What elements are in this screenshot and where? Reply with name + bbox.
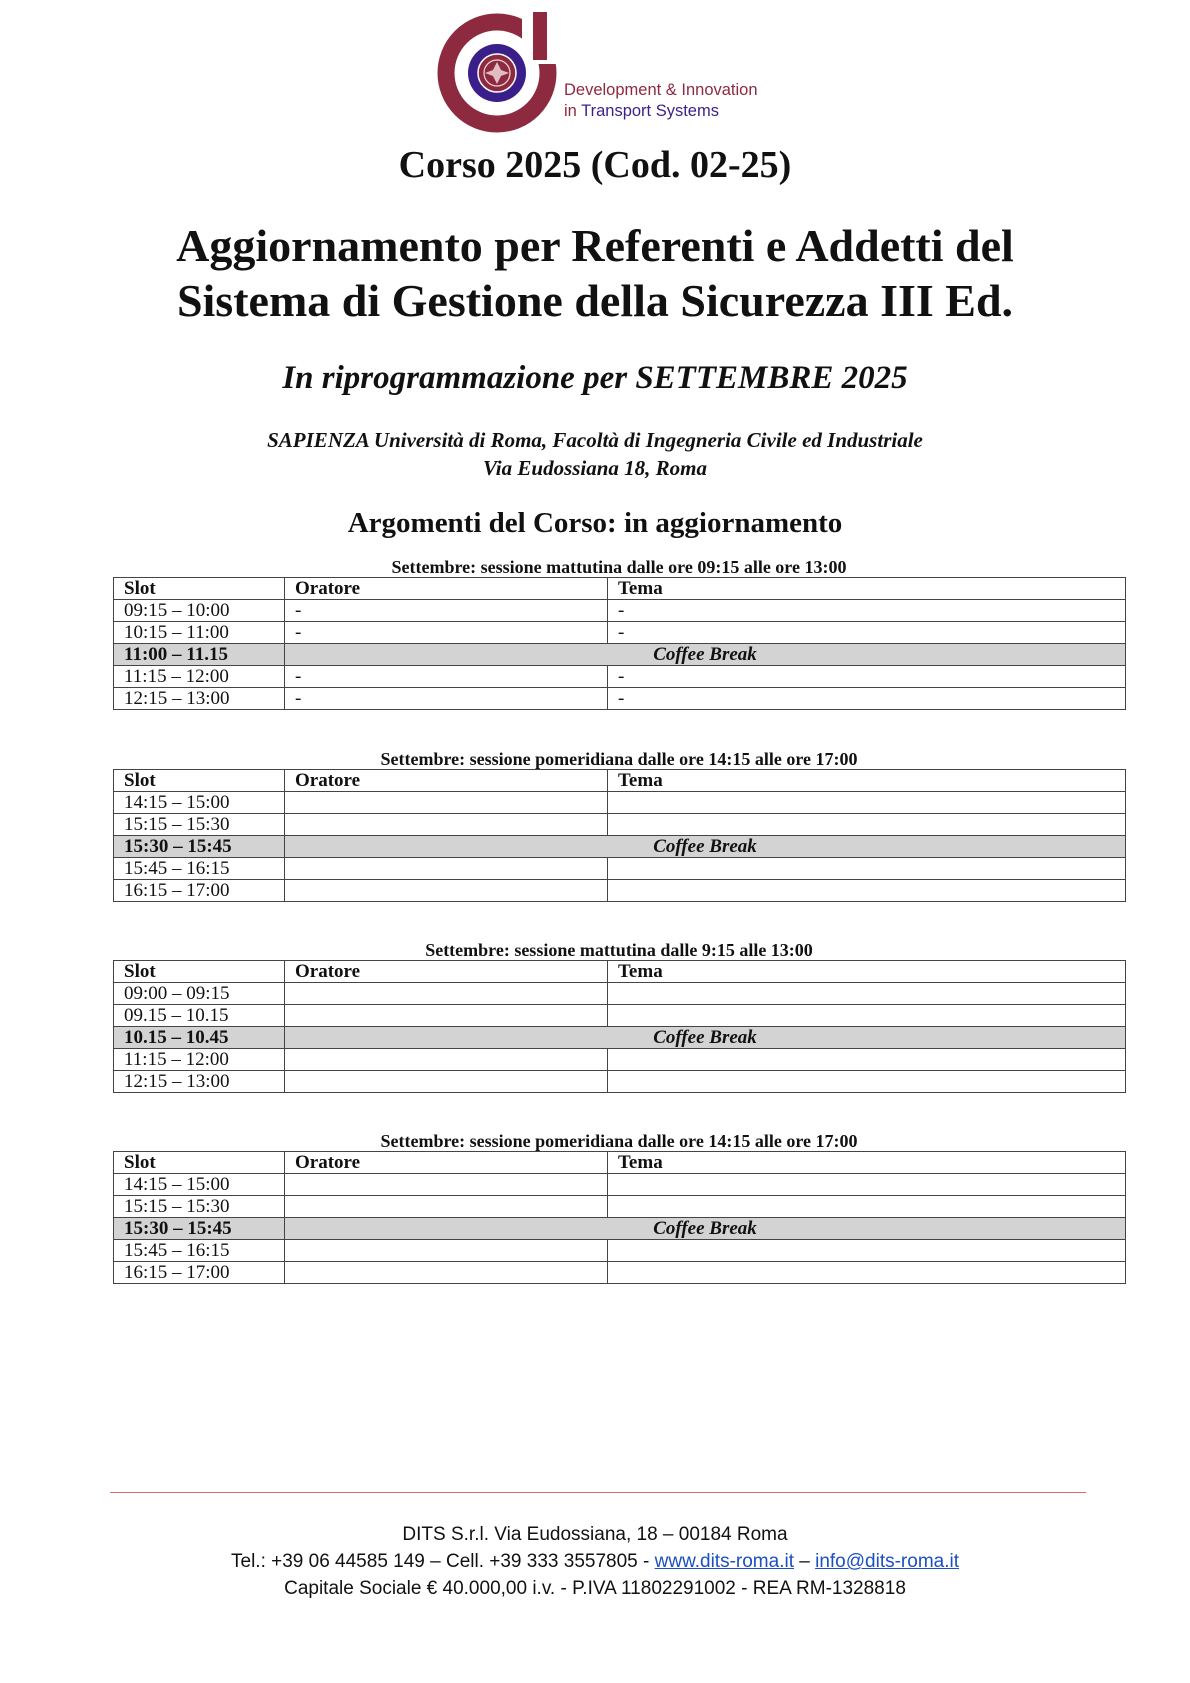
topic-cell — [608, 1262, 1126, 1284]
speaker-cell: - — [285, 622, 608, 644]
coffee-break-label: Coffee Break — [285, 644, 1126, 666]
schedule-table — [113, 577, 1126, 710]
footer-address: DITS S.r.l. Via Eudossiana, 18 – 00184 Roma — [402, 1524, 788, 1545]
session-3 — [113, 940, 1125, 1093]
coffee-break-label: Coffee Break — [285, 1218, 1126, 1240]
speaker-cell — [285, 983, 608, 1005]
table-row — [114, 880, 1126, 902]
reschedule-notice: In riprogrammazione per SETTEMBRE 2025 — [282, 360, 908, 396]
speaker-cell: - — [285, 600, 608, 622]
topic-cell — [608, 792, 1126, 814]
brand-name — [564, 80, 758, 122]
slot-cell: 09.15 – 10.15 — [114, 1005, 285, 1027]
topic-cell: - — [608, 622, 1126, 644]
column-header-topic: Tema — [608, 770, 1126, 792]
footer-divider — [110, 1492, 1086, 1493]
slot-cell: 09:15 – 10:00 — [114, 600, 285, 622]
table-row — [114, 814, 1126, 836]
table-row — [114, 858, 1126, 880]
table-row — [114, 666, 1126, 688]
session-caption: Settembre: sessione pomeridiana dalle ore 14:15 alle ore 17:00 — [380, 1131, 858, 1151]
footer-phone: Tel.: +39 06 44585 149 – Cell. +39 333 3557805 - — [231, 1551, 655, 1572]
brand-line-2 — [564, 101, 758, 122]
column-header-topic: Tema — [608, 1152, 1126, 1174]
column-header-speaker: Oratore — [285, 1152, 608, 1174]
column-header-slot: Slot — [114, 1152, 285, 1174]
brand-line-2-rest: Transport Systems — [581, 102, 719, 120]
table-row — [114, 983, 1126, 1005]
slot-cell: 16:15 – 17:00 — [114, 880, 285, 902]
coffee-break-row — [114, 1027, 1126, 1049]
session-caption: Settembre: sessione mattutina dalle ore 09:15 alle ore 13:00 — [391, 557, 847, 577]
table-row — [114, 1049, 1126, 1071]
topic-cell — [608, 880, 1126, 902]
slot-cell: 15:15 – 15:30 — [114, 814, 285, 836]
topic-cell — [608, 1196, 1126, 1218]
column-header-slot: Slot — [114, 961, 285, 983]
topic-cell: - — [608, 688, 1126, 710]
slot-cell: 10.15 – 10.45 — [114, 1027, 285, 1049]
email-link[interactable]: info@dits-roma.it — [815, 1551, 959, 1572]
table-row — [114, 600, 1126, 622]
slot-cell: 15:45 – 16:15 — [114, 1240, 285, 1262]
speaker-cell — [285, 1262, 608, 1284]
speaker-cell — [285, 880, 608, 902]
topic-cell — [608, 814, 1126, 836]
speaker-cell — [285, 1071, 608, 1093]
slot-cell: 09:00 – 09:15 — [114, 983, 285, 1005]
column-header-slot: Slot — [114, 770, 285, 792]
table-row — [114, 1071, 1126, 1093]
table-row — [114, 688, 1126, 710]
topic-cell — [608, 1049, 1126, 1071]
page-title — [0, 218, 1190, 328]
slot-cell: 15:30 – 15:45 — [114, 836, 285, 858]
speaker-cell — [285, 1049, 608, 1071]
speaker-cell — [285, 1174, 608, 1196]
speaker-cell — [285, 1005, 608, 1027]
speaker-cell: - — [285, 666, 608, 688]
footer — [0, 1521, 1190, 1602]
session-4 — [113, 1131, 1125, 1284]
brand-line-1: Development & Innovation — [564, 81, 758, 99]
column-header-speaker: Oratore — [285, 770, 608, 792]
page-title-line-2: Sistema di Gestione della Sicurezza III Ed. — [176, 275, 1014, 326]
topic-cell — [608, 1005, 1126, 1027]
venue-line-1: SAPIENZA Università di Roma, Facoltà di Ingegneria Civile ed Industriale — [267, 428, 923, 452]
session-caption: Settembre: sessione pomeridiana dalle ore 14:15 alle ore 17:00 — [380, 749, 858, 769]
footer-contacts — [0, 1548, 1190, 1575]
column-header-speaker: Oratore — [285, 578, 608, 600]
slot-cell: 14:15 – 15:00 — [114, 1174, 285, 1196]
topic-cell: - — [608, 600, 1126, 622]
speaker-cell — [285, 814, 608, 836]
table-row — [114, 1262, 1126, 1284]
table-header-row — [114, 961, 1126, 983]
session-2 — [113, 749, 1125, 902]
coffee-break-label: Coffee Break — [285, 1027, 1126, 1049]
slot-cell: 16:15 – 17:00 — [114, 1262, 285, 1284]
slot-cell: 15:45 – 16:15 — [114, 858, 285, 880]
table-row — [114, 1196, 1126, 1218]
topic-cell — [608, 1240, 1126, 1262]
coffee-break-row — [114, 644, 1126, 666]
website-link[interactable]: www.dits-roma.it — [654, 1551, 794, 1572]
table-row — [114, 622, 1126, 644]
slot-cell: 12:15 – 13:00 — [114, 1071, 285, 1093]
slot-cell: 10:15 – 11:00 — [114, 622, 285, 644]
speaker-cell: - — [285, 688, 608, 710]
schedule-table — [113, 1151, 1126, 1284]
table-header-row — [114, 1152, 1126, 1174]
table-header-row — [114, 770, 1126, 792]
column-header-topic: Tema — [608, 578, 1126, 600]
schedule-table — [113, 769, 1126, 902]
page-title-line-1: Aggiornamento per Referenti e Addetti del — [176, 220, 1014, 271]
coffee-break-row — [114, 1218, 1126, 1240]
slot-cell: 12:15 – 13:00 — [114, 688, 285, 710]
venue-line-2: Via Eudossiana 18, Roma — [482, 456, 708, 480]
slot-cell: 11:15 – 12:00 — [114, 666, 285, 688]
dits-logo-icon — [436, 12, 558, 134]
speaker-cell — [285, 858, 608, 880]
table-row — [114, 792, 1126, 814]
schedule-table — [113, 960, 1126, 1093]
column-header-slot: Slot — [114, 578, 285, 600]
dits-logo — [436, 12, 836, 137]
table-header-row — [114, 578, 1126, 600]
slot-cell: 14:15 – 15:00 — [114, 792, 285, 814]
table-row — [114, 1174, 1126, 1196]
venue — [0, 426, 1190, 482]
topic-cell — [608, 1071, 1126, 1093]
coffee-break-row — [114, 836, 1126, 858]
topic-cell — [608, 983, 1126, 1005]
topics-heading: Argomenti del Corso: in aggiornamento — [347, 507, 843, 539]
speaker-cell — [285, 1196, 608, 1218]
course-code: Corso 2025 (Cod. 02-25) — [398, 144, 792, 186]
column-header-topic: Tema — [608, 961, 1126, 983]
topic-cell: - — [608, 666, 1126, 688]
footer-company-info: Capitale Sociale € 40.000,00 i.v. - P.IVA 11802291002 - REA RM-1328818 — [284, 1578, 906, 1599]
session-caption: Settembre: sessione mattutina dalle 9:15 alle 13:00 — [425, 940, 813, 960]
column-header-speaker: Oratore — [285, 961, 608, 983]
slot-cell: 15:15 – 15:30 — [114, 1196, 285, 1218]
slot-cell: 11:00 – 11.15 — [114, 644, 285, 666]
table-row — [114, 1240, 1126, 1262]
slot-cell: 15:30 – 15:45 — [114, 1218, 285, 1240]
speaker-cell — [285, 792, 608, 814]
coffee-break-label: Coffee Break — [285, 836, 1126, 858]
slot-cell: 11:15 – 12:00 — [114, 1049, 285, 1071]
speaker-cell — [285, 1240, 608, 1262]
topic-cell — [608, 858, 1126, 880]
topic-cell — [608, 1174, 1126, 1196]
session-1 — [113, 557, 1125, 710]
table-row — [114, 1005, 1126, 1027]
footer-separator: – — [793, 1551, 816, 1572]
brand-line-2-in: in — [564, 102, 577, 120]
